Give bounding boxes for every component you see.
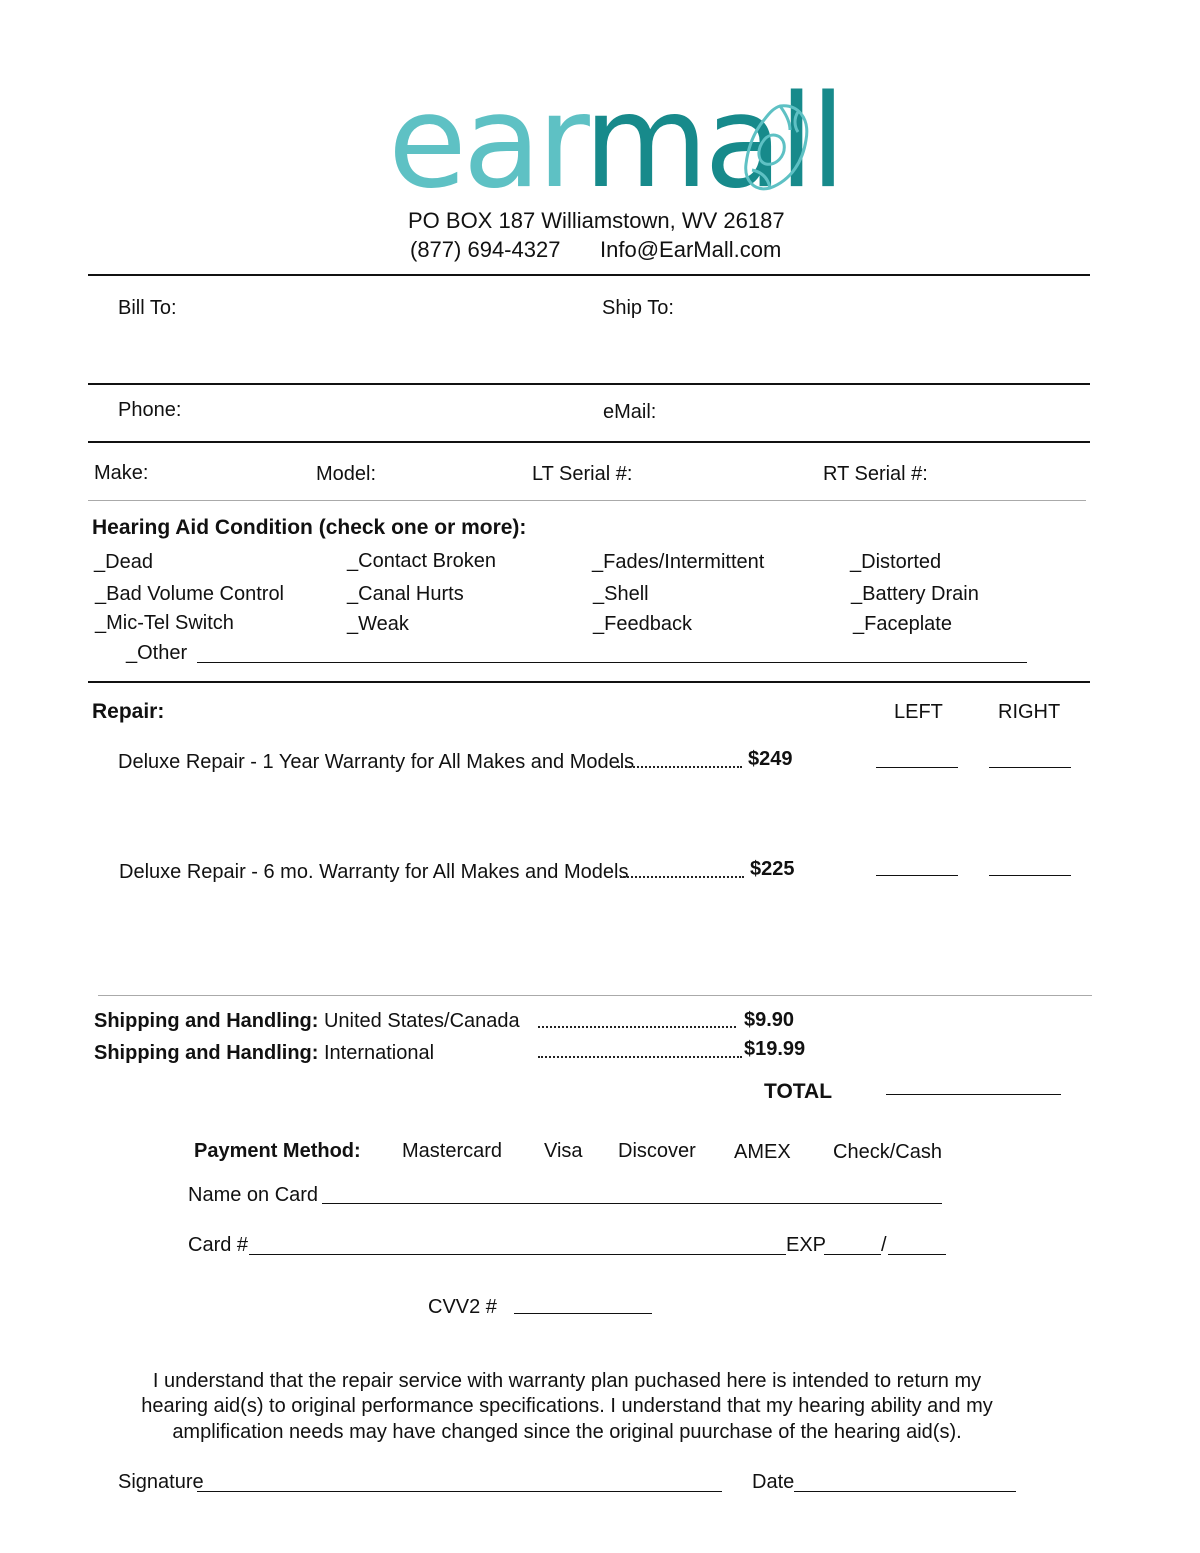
leader-dots xyxy=(538,1026,736,1028)
name-on-card-label: Name on Card xyxy=(188,1184,319,1206)
left-column-header: LEFT xyxy=(894,701,943,723)
cvv-label: CVV2 # xyxy=(428,1296,497,1318)
divider xyxy=(98,995,1092,996)
repair-right-blank[interactable] xyxy=(989,767,1071,768)
disclaimer-line: hearing aid(s) to original performance specifications. I understand that my hearing ability and my xyxy=(141,1395,993,1417)
logo-ear: ear xyxy=(388,68,584,217)
shipping-label: Shipping and Handling: xyxy=(94,1010,319,1032)
logo-mall: mall xyxy=(583,68,842,217)
total-label: TOTAL xyxy=(764,1080,833,1103)
other-label: _Other xyxy=(126,642,188,664)
ship-to-label: Ship To: xyxy=(602,297,674,319)
make-label: Make: xyxy=(94,462,149,484)
model-label: Model: xyxy=(316,463,377,485)
date-label: Date xyxy=(752,1471,795,1493)
repair-item-price: $225 xyxy=(750,858,795,880)
signature-label: Signature xyxy=(118,1471,204,1493)
shipping-label: Shipping and Handling: xyxy=(94,1042,319,1064)
cvv-blank[interactable] xyxy=(514,1313,652,1314)
signature-blank[interactable] xyxy=(197,1491,722,1492)
exp-separator: / xyxy=(881,1234,887,1256)
leader-dots xyxy=(620,876,744,878)
payment-method-check-cash[interactable]: Check/Cash xyxy=(833,1141,942,1163)
divider xyxy=(88,274,1090,276)
condition-option: _Battery Drain xyxy=(851,583,979,605)
shipping-price: $9.90 xyxy=(744,1009,795,1031)
card-number-blank[interactable] xyxy=(249,1254,786,1255)
repair-left-blank[interactable] xyxy=(876,767,958,768)
disclaimer-line: I understand that the repair service with warranty plan puchased here is intended to return my xyxy=(152,1370,982,1392)
payment-method-discover[interactable]: Discover xyxy=(618,1140,696,1162)
condition-heading: Hearing Aid Condition (check one or more): xyxy=(92,516,527,539)
seashell-icon xyxy=(740,100,812,192)
company-address: PO BOX 187 Williamstown, WV 26187 xyxy=(408,208,785,233)
payment-method-mastercard[interactable]: Mastercard xyxy=(402,1140,503,1162)
shipping-row xyxy=(94,1009,520,1033)
date-blank[interactable] xyxy=(794,1491,1016,1492)
rt-serial-label: RT Serial #: xyxy=(823,463,928,485)
condition-option: _Shell xyxy=(593,583,649,605)
total-blank[interactable] xyxy=(886,1094,1061,1095)
exp-year-blank[interactable] xyxy=(888,1254,946,1255)
condition-option: _Dead xyxy=(94,551,153,573)
payment-heading: Payment Method: xyxy=(194,1140,361,1162)
repair-item-price: $249 xyxy=(748,748,793,770)
condition-option: _Feedback xyxy=(593,613,692,635)
leader-dots xyxy=(618,766,742,768)
repair-item-label: Deluxe Repair - 6 mo. Warranty for All Makes and Models xyxy=(119,861,629,883)
condition-option: _Fades/Intermittent xyxy=(592,551,765,573)
condition-option: _Canal Hurts xyxy=(347,583,464,605)
right-column-header: RIGHT xyxy=(998,701,1061,723)
repair-item-label: Deluxe Repair - 1 Year Warranty for All Makes and Models xyxy=(118,751,635,773)
phone-label: Phone: xyxy=(118,399,182,421)
divider xyxy=(88,681,1090,683)
repair-right-blank[interactable] xyxy=(989,875,1071,876)
condition-option: _Mic-Tel Switch xyxy=(95,612,234,634)
shipping-price: $19.99 xyxy=(744,1038,806,1060)
condition-option: _Weak xyxy=(347,613,409,635)
condition-option: _Contact Broken xyxy=(347,550,496,572)
card-number-label: Card # xyxy=(188,1234,249,1256)
repair-left-blank[interactable] xyxy=(876,875,958,876)
name-on-card-blank[interactable] xyxy=(322,1203,942,1204)
condition-option: _Faceplate xyxy=(853,613,952,635)
exp-month-blank[interactable] xyxy=(824,1254,881,1255)
disclaimer-line: amplification needs may have changed since the original puurchase of the hearing aid(s). xyxy=(172,1421,962,1443)
exp-label: EXP xyxy=(786,1234,827,1256)
leader-dots xyxy=(538,1056,742,1058)
payment-method-amex[interactable]: AMEX xyxy=(734,1141,791,1163)
shipping-row xyxy=(94,1041,434,1065)
divider xyxy=(88,383,1090,385)
shipping-region: United States/Canada xyxy=(323,1010,520,1032)
condition-option: _Distorted xyxy=(850,551,942,573)
bill-to-label: Bill To: xyxy=(118,297,177,319)
repair-heading: Repair: xyxy=(92,700,165,723)
lt-serial-label: LT Serial #: xyxy=(532,463,633,485)
divider xyxy=(88,441,1090,443)
divider xyxy=(88,500,1086,501)
company-email: Info@EarMall.com xyxy=(600,237,782,262)
condition-option: _Bad Volume Control xyxy=(95,583,285,605)
company-phone: (877) 694-4327 xyxy=(410,237,561,262)
shipping-region: International xyxy=(323,1042,435,1064)
email-label: eMail: xyxy=(603,401,657,423)
payment-method-visa[interactable]: Visa xyxy=(544,1140,583,1162)
other-blank[interactable] xyxy=(197,662,1027,663)
